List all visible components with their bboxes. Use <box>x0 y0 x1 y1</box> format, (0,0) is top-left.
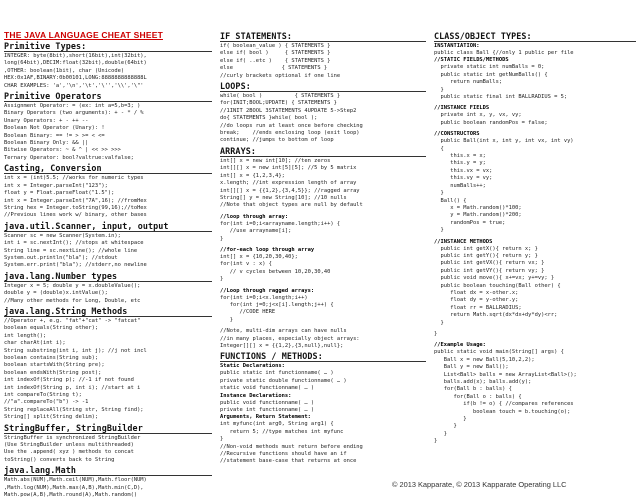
code-line: boolean equals(String other); <box>4 325 99 332</box>
code-line: boolean endsWith(String post); <box>4 369 102 376</box>
section-heading: java.util.Scanner, input, output <box>4 221 212 232</box>
section-heading: Casting, Conversion <box>4 163 212 174</box>
code-line: CHAR EXAMPLES: 'a','\n','\t','\'','\\','\"' <box>4 82 144 89</box>
section-heading: FUNCTIONS / METHODS: <box>220 351 426 362</box>
code-line: System.err.print("bla"); //stderr,no newline <box>4 262 147 269</box>
code-line: //Previous lines work w/ binary, other bases <box>4 212 147 219</box>
code-line: else { STATEMENTS } <box>220 65 328 72</box>
code-line: private int functionname( … ) <box>220 407 315 414</box>
code-line: continue; //jumps to bottom of loop <box>220 137 334 144</box>
code-line: INTEGER: byte(8bit),short(16bit),int(32bit), <box>4 53 147 59</box>
code-line: (Use StringBuilder unless multithreaded) <box>4 442 134 449</box>
code-line: public static int getNumBalls() { <box>434 71 548 78</box>
code-line: Ball x = new Ball(5,10,2,2); <box>434 356 535 363</box>
code-line: Math.abs(NUM),Math.ceil(NUM),Math.floor(NUM) <box>4 477 147 484</box>
section-heading: java.lang.String Methods <box>4 306 212 317</box>
code-line: } <box>434 438 438 445</box>
code-line: Scanner sc = new Scanner(System.in); <box>4 232 121 239</box>
code-line: int[] x = {1,2,3,4}; <box>220 172 285 179</box>
code-line: for(int j=0;j<x[i].length;j++) { <box>220 301 334 308</box>
section-heading: IF STATEMENTS: <box>220 31 426 42</box>
code-line: public int getVX(){ return vx; } <box>434 260 545 267</box>
code-line: x = Math.random()*100; <box>434 204 522 211</box>
code-line: List<Ball> balls = new ArrayList<Ball>(); <box>434 371 577 378</box>
code-line: this.y = y; <box>434 160 486 167</box>
code-line: Boolean Not Operator (Unary): ! <box>4 125 105 132</box>
code-line: public static final int BALLRADIUS = 5; <box>434 94 568 101</box>
code-line: this.vx = vx; <box>434 167 493 174</box>
code-line: String[] y = new String[10]; //10 nulls <box>220 194 347 201</box>
code-line: y = Math.random()*200; <box>434 212 522 219</box>
code-line: Math.pow(A,B),Math.round(A),Math.random() <box>4 492 138 499</box>
code-line: x.length; //int expression length of array <box>220 180 357 187</box>
code-line: for(int v : x) { <box>220 261 272 268</box>
code-line: //statement base-case that returns at once <box>220 458 357 465</box>
code-line: public boolean touching(Ball other) { <box>434 282 561 289</box>
code-line: //Note that object types are null by default <box>220 202 363 209</box>
code-line: double y = (double)x.intValue(); <box>4 290 108 297</box>
subsection-label: //CONSTRUCTORS <box>434 131 480 138</box>
code-line: boolean startsWith(String pre); <box>4 362 105 369</box>
copyright-footer: © 2013 Kapparate, © 2013 Kapparate Operating LLC <box>392 480 567 489</box>
code-line: //CODE HERE <box>220 309 276 316</box>
code-line: // v cycles between 10,20,30,40 <box>220 268 331 275</box>
code-line: public Ball(int x, int y, int vx, int vy) <box>434 138 574 145</box>
code-line: Ball y = new Ball(); <box>434 364 509 371</box>
code-line: } <box>220 235 224 242</box>
code-line: break; //ends enclosing loop (exit loop) <box>220 130 360 137</box>
code-line: public int getVY(){ return vy; } <box>434 267 545 274</box>
code-line: } <box>434 331 438 337</box>
code-line: StringBuffer is synchronized StringBuilder <box>4 434 141 441</box>
code-line: } <box>434 319 444 326</box>
code-line: boolean contains(String sub); <box>4 355 99 361</box>
code-line: public int getY(){ return y; } <box>434 252 538 259</box>
code-line: Binary Operators (two arguments): + - * / % <box>4 110 144 117</box>
subsection-label: //loop through array: <box>220 213 289 220</box>
code-line: ,Math.log(NUM),Math.max(A,B),Math.min(C,D), <box>4 484 144 491</box>
code-line: //Note, multi-dim arrays can have nulls <box>220 328 347 335</box>
code-line: HEX:0x1AF,BINARY:0b00101,LONG:8888888888888L <box>4 75 147 82</box>
code-line: float dx = x-other.x; <box>434 289 519 296</box>
code-line: else if( bool ) { STATEMENTS } <box>220 50 331 57</box>
code-line: Use the .append( xyz ) methods to concat <box>4 449 134 456</box>
code-line: Integer[][] x = {{1,2},{3,null},null}; <box>220 343 344 349</box>
code-line: String line = sc.nextLine(); //whole line <box>4 247 138 254</box>
section-heading: StringBuffer, StringBuilder <box>4 423 212 434</box>
code-line: private int x, y, vx, vy; <box>434 112 522 119</box>
section-heading: java.lang.Math <box>4 465 212 476</box>
code-line: float y = Float.parseFloat("1.5"); <box>4 190 115 197</box>
code-line: private static int numBalls = 0; <box>434 64 545 71</box>
code-line: //"a".compareTo("b") -> -1 <box>4 399 89 406</box>
subsection-label: Static Declarations: <box>220 363 285 370</box>
subsection-label: //STATIC FIELDS/METHODS <box>434 57 509 64</box>
section-heading: java.lang.Number types <box>4 271 212 282</box>
code-line: } <box>434 227 444 234</box>
code-line: int length(); <box>4 332 47 339</box>
code-line: randomPos = true; <box>434 219 506 226</box>
code-line: String substring(int i, int j); //j not incl <box>4 347 147 354</box>
code-line: { <box>434 145 444 152</box>
code-line: //curly brackets optional if one line <box>220 72 341 79</box>
code-line: public static int functionname( … ) <box>220 370 334 377</box>
code-line: } <box>220 276 224 283</box>
subsection-label: Arguments, Return Statement: <box>220 414 311 421</box>
code-line: for(Ball b : balls) { <box>434 386 512 393</box>
code-line: int compareTo(String t); <box>4 392 82 399</box>
code-line: int[][] x = new int[5][5]; //5 by 5 matrix <box>220 165 357 172</box>
code-line: int x = Integer.parseInt("123"); <box>4 182 108 189</box>
code-line: else if( ..etc ) { STATEMENTS } <box>220 57 331 64</box>
code-line: for(INIT;BOOL;UPDATE) { STATEMENTS } <box>220 100 337 107</box>
code-line: return 5; //type matches int myfunc <box>220 428 344 435</box>
code-line: Boolean Binary Only: && || <box>4 140 89 147</box>
code-line: public void move(){ x+=vx; y+=vy; } <box>434 275 555 282</box>
subsection-label: //Loop through ragged arrays: <box>220 287 315 294</box>
code-line: } <box>434 416 467 423</box>
subsection-label: Instance Declarations: <box>220 392 292 399</box>
column-right <box>434 30 636 446</box>
column-middle <box>220 30 426 466</box>
code-line: //Operator +, e.g. "fat"+"cat" -> "fatcat" <box>4 317 141 324</box>
code-line: //Recursive functions should have an if <box>220 451 347 458</box>
code-line: //Many other methods for Long, Double, etc <box>4 297 141 304</box>
code-line: toString() converts back to String <box>4 456 115 463</box>
code-line: //Non-void methods must return before ending <box>220 443 363 450</box>
code-line: String replaceAll(String str, String find); <box>4 406 144 413</box>
code-line: Unary Operators: + - ++ -- <box>4 117 89 124</box>
code-line: int[] x = {10,20,30,40}; <box>220 253 298 260</box>
code-line: while( bool ) { STATEMENTS } <box>220 93 341 100</box>
code-line: public boolean randomPos = false; <box>434 119 548 126</box>
code-line: int myfunc(int arg0, String arg1) { <box>220 421 334 428</box>
code-line: for(int i=0;i<x.length;i++) <box>220 294 308 301</box>
code-line: long(64bit),DECIM:float(32bit),double(64bit) <box>4 60 147 67</box>
code-line: for(Ball o : balls) { <box>434 393 522 400</box>
code-line: if( boolean_value ) { STATEMENTS } <box>220 43 331 49</box>
code-line: } <box>220 436 224 443</box>
code-line: public class Ball {//only 1 public per file <box>434 50 574 56</box>
code-line: public int getX(){ return x; } <box>434 245 538 252</box>
code-line: //in many places, especially object arrays: <box>220 335 360 342</box>
code-line: return Math.sqrt(dx*dx+dy*dy)<rr; <box>434 312 558 319</box>
column-left <box>4 30 212 500</box>
code-line: //do loops run at least once before checking <box>220 122 363 129</box>
section-heading: LOOPS: <box>220 81 426 92</box>
code-line: float dy = y-other.y; <box>434 297 519 304</box>
code-line: Bitwise Operators: ~ & ^ | << >> >>> <box>4 147 121 154</box>
code-line: static void functionname( … ) <box>220 385 315 392</box>
section-heading: CLASS/OBJECT TYPES: <box>434 31 636 42</box>
code-line: int indexOf(String p); //-1 if not found <box>4 377 134 384</box>
section-heading: Primitive Types: <box>4 41 212 52</box>
code-line: String[] split(String delim); <box>4 414 99 421</box>
code-line: Assignment Operator: = (ex: int a=5,b=3; ) <box>4 103 141 110</box>
code-line: Ball() { <box>434 197 467 204</box>
subsection-label: //INSTANCE METHODS <box>434 238 493 245</box>
subsection-label: //Example Usage: <box>434 342 486 349</box>
code-line: Integer x = 5; double y = x.doubleValue(); <box>4 282 141 289</box>
code-line: int x = Integer.parseInt("7A",16); //fromHex <box>4 197 147 204</box>
subsection-label: //for-each loop through array <box>220 246 315 253</box>
code-line: ,OTHER: boolean(1bit), char (Unicode) <box>4 67 125 74</box>
code-line: } <box>220 316 233 323</box>
code-line: int[][] x = {{1,2},{3,4,5}}; //ragged array <box>220 187 360 194</box>
code-line: System.out.println("bla"); //stdout <box>4 254 118 261</box>
code-line: //1INIT 2BOOL 3STATEMENTS 4UPDATE 5->Step2 <box>220 107 357 114</box>
code-line: public static void main(String[] args) { <box>434 349 564 356</box>
sheet-title: THE JAVA LANGUAGE CHEAT SHEET <box>4 30 163 40</box>
subsection-label: INSTANTIATION: <box>434 43 480 49</box>
code-line: this.vy = vy; <box>434 175 493 182</box>
section-heading: ARRAYS: <box>220 146 426 157</box>
code-line: return numBalls; <box>434 79 503 86</box>
code-line: } <box>434 430 447 437</box>
code-line: } <box>434 190 444 197</box>
code-line: } <box>434 86 444 93</box>
code-line: if(b != o) { //compares references <box>434 401 574 408</box>
code-line: this.x = x; <box>434 153 486 160</box>
code-line: do{ STATEMENTS }while( bool ); <box>220 115 318 122</box>
code-line: int x = (int)5.5; //works for numeric types <box>4 175 144 182</box>
code-line: int i = sc.nextInt(); //stops at whitespace <box>4 240 144 247</box>
code-line: private static double functionname( … ) <box>220 377 347 384</box>
code-line: Boolean Binary: == != > >= < <= <box>4 132 105 139</box>
code-line: String hex = Integer.toString(99,16);//toHex <box>4 204 147 211</box>
code-line: float rr = BALLRADIUS; <box>434 304 522 311</box>
code-line: for(int i=0;i<arrayname.length;i++) { <box>220 220 341 227</box>
section-heading: Primitive Operators <box>4 91 212 102</box>
code-line: int[] x = new int[10]; //ten zeros <box>220 157 331 164</box>
code-line: numBalls++; <box>434 182 486 189</box>
code-line: int indexOf(String p, int i); //start at i <box>4 384 141 391</box>
code-line: boolean touch = b.touching(o); <box>434 408 571 415</box>
subsection-label: //INSTANCE FIELDS <box>434 105 490 112</box>
code-line: char charAt(int i); <box>4 340 66 347</box>
code-line: } <box>434 423 457 430</box>
code-line: //use arrayname[i]; <box>220 228 292 235</box>
code-line: Ternary Operator: bool?valtrue:valfalse; <box>4 154 134 161</box>
code-line: balls.add(x); balls.add(y); <box>434 379 532 386</box>
code-line: public void functionname( … ) <box>220 399 315 406</box>
